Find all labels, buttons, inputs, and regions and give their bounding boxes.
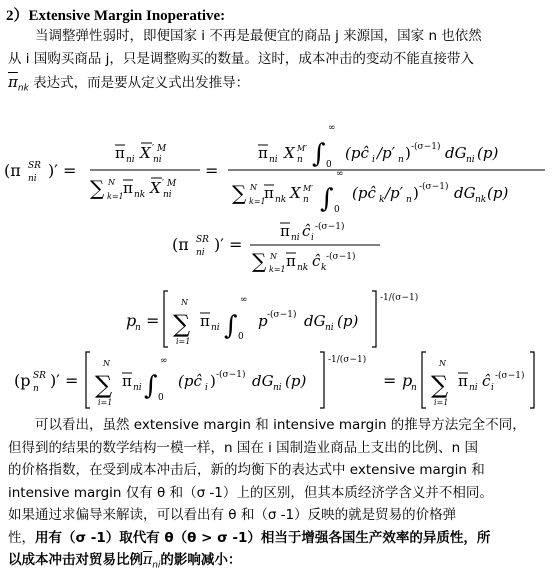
svg-text:X: X <box>284 144 295 162</box>
svg-text:π: π <box>122 372 132 390</box>
svg-text:/p′: /p′ <box>377 144 396 162</box>
svg-text:∑: ∑ <box>95 371 113 399</box>
svg-text:nk: nk <box>475 195 487 205</box>
svg-text:nk: nk <box>297 263 309 273</box>
svg-text:∑: ∑ <box>90 176 105 200</box>
svg-text:)′ =: )′ = <box>214 235 243 254</box>
svg-text:n: n <box>406 195 412 205</box>
svg-text:dG: dG <box>454 184 476 202</box>
svg-text:ni: ni <box>196 248 205 258</box>
svg-text:′: ′ <box>162 179 165 189</box>
svg-text:): ) <box>210 372 216 390</box>
svg-text:n: n <box>303 195 309 205</box>
svg-text:(p): (p) <box>477 144 499 162</box>
svg-text:π: π <box>115 144 125 162</box>
equation-2 <box>172 221 380 274</box>
svg-text:n: n <box>297 155 303 165</box>
intro-line-1: 当调整弹性弱时，即便国家 i 不再是最便宜的商品 j 来源国，国家 n 也依然 <box>35 28 482 44</box>
svg-text:-(σ−1): -(σ−1) <box>419 182 449 192</box>
svg-text:-(σ−1): -(σ−1) <box>411 142 441 152</box>
svg-text:=: = <box>205 161 219 180</box>
svg-text:(pĉ: (pĉ <box>178 372 202 390</box>
svg-text:-1/(σ−1): -1/(σ−1) <box>328 355 367 365</box>
svg-text:ni: ni <box>163 190 172 200</box>
svg-text:ĉ: ĉ <box>312 252 321 270</box>
svg-text:/p′: /p′ <box>385 184 404 202</box>
svg-text:(p): (p) <box>285 372 307 390</box>
svg-text:dG: dG <box>252 372 274 390</box>
svg-text:): ) <box>413 184 419 202</box>
svg-text:ni: ni <box>291 233 300 243</box>
svg-text:n: n <box>135 323 141 333</box>
equation-1 <box>4 123 545 215</box>
svg-text:i=1: i=1 <box>176 337 191 346</box>
svg-text:ni: ni <box>211 323 220 333</box>
intro-line-2: 从 i 国购买商品 j，只是调整购买的数量。这时，成本冲击的变动不能直接带入 <box>8 50 474 67</box>
svg-text:∫: ∫ <box>144 371 158 401</box>
conclusion-line-5: 如果通过求偏导来解读，可以看出有 θ 和（σ -1）反映的就是贸易的价格弹 <box>8 507 457 523</box>
svg-text:=: = <box>383 371 397 390</box>
svg-text:π: π <box>123 179 133 197</box>
svg-text:nk: nk <box>134 190 146 200</box>
svg-text:∫: ∫ <box>312 139 326 169</box>
svg-text:k=1: k=1 <box>107 192 124 201</box>
svg-text:i: i <box>311 233 314 243</box>
svg-text:N: N <box>270 252 277 261</box>
svg-text:i=1: i=1 <box>98 398 113 407</box>
conclusion-line-6b: 用有（σ -1）取代有 θ（θ > σ -1）相当于增强各国生产效率的异质性，所 <box>35 529 491 546</box>
svg-text:)′ =: )′ = <box>48 161 77 180</box>
svg-text:n: n <box>33 384 39 394</box>
svg-text:p: p <box>258 312 268 330</box>
svg-text:∫: ∫ <box>224 311 238 341</box>
conclusion-line-4: intensive margin 仅有 θ 和（σ -1）上的区别，但其本质经济学含义并不相同。 <box>8 484 493 501</box>
svg-text:X: X <box>140 144 151 162</box>
svg-text:p: p <box>126 311 137 330</box>
svg-text:∫: ∫ <box>320 184 334 214</box>
svg-text:SR: SR <box>33 371 46 381</box>
svg-text:0: 0 <box>158 393 164 403</box>
svg-text:k: k <box>379 195 385 205</box>
svg-text:dG: dG <box>445 144 467 162</box>
svg-text:N: N <box>250 183 257 192</box>
svg-text:ni: ni <box>153 155 162 165</box>
svg-text:M′: M′ <box>297 144 308 153</box>
svg-text:∑: ∑ <box>252 249 267 273</box>
svg-text:(π: (π <box>4 161 21 180</box>
svg-text:SR: SR <box>28 161 41 171</box>
pi-ni-symbol: $\overline{\pi}$ <box>143 552 153 568</box>
svg-text:i=1: i=1 <box>434 398 449 407</box>
svg-text:∑: ∑ <box>173 310 191 338</box>
svg-text:π: π <box>458 372 468 390</box>
svg-text:ni: ni <box>133 383 142 393</box>
svg-text:ni: ni <box>469 383 478 393</box>
svg-text:∞: ∞ <box>240 295 248 305</box>
svg-text:M: M <box>157 144 167 154</box>
svg-text:(p): (p) <box>337 312 359 330</box>
conclusion-line-1: 可以看出，虽然 extensive margin 和 intensive margin 的推导方法完全不同， <box>35 417 526 433</box>
svg-text:i: i <box>491 383 494 393</box>
svg-text:dG: dG <box>304 312 326 330</box>
svg-text:-(σ−1): -(σ−1) <box>216 370 246 380</box>
svg-text:M′: M′ <box>303 184 314 193</box>
svg-text:p: p <box>402 371 413 390</box>
conclusion-paragraph <box>8 414 552 577</box>
svg-text:∑: ∑ <box>232 181 247 205</box>
svg-text:M: M <box>167 179 177 189</box>
svg-text:π: π <box>200 312 210 330</box>
svg-text:∞: ∞ <box>328 123 336 133</box>
svg-text:ni: ni <box>28 174 37 184</box>
svg-text:X: X <box>150 179 161 197</box>
svg-text:(pĉ: (pĉ <box>345 144 369 162</box>
svg-text:0: 0 <box>238 332 244 342</box>
svg-text:-(σ−1): -(σ−1) <box>326 252 356 262</box>
svg-text:0: 0 <box>326 160 332 170</box>
svg-text:(p: (p <box>14 371 31 390</box>
svg-text:i: i <box>205 383 208 393</box>
svg-text:N: N <box>103 359 110 368</box>
svg-text:N: N <box>439 359 446 368</box>
svg-text:∞: ∞ <box>336 169 344 179</box>
svg-text:π: π <box>264 184 274 202</box>
svg-text:SR: SR <box>196 235 209 245</box>
conclusion-line-7a: 以成本冲击对贸易比例 <box>8 552 143 568</box>
svg-text:(π: (π <box>172 235 189 254</box>
svg-text:N: N <box>108 178 115 187</box>
intro-line-3: 表达式，而是要从定义式出发推导： <box>33 75 250 91</box>
equation-4 <box>14 352 534 408</box>
svg-text:=: = <box>146 311 160 330</box>
svg-text:-(σ−1): -(σ−1) <box>315 222 345 232</box>
svg-text:ni: ni <box>126 155 135 165</box>
svg-text:)′ =: )′ = <box>50 371 79 390</box>
svg-text:∞: ∞ <box>160 356 168 366</box>
svg-text:π: π <box>280 222 290 240</box>
svg-text:(pĉ: (pĉ <box>352 184 376 202</box>
conclusion-line-2: 但得到的结果的数学结构一模一样，n 国在 i 国制造业商品上支出的比例、n 国 <box>8 439 479 456</box>
svg-text:k=1: k=1 <box>249 197 266 206</box>
svg-text:0: 0 <box>334 205 340 215</box>
pi-ni-subscript: ni <box>152 560 161 571</box>
svg-text:π: π <box>258 144 268 162</box>
intro-paragraph <box>8 25 552 100</box>
section-heading: 2）Extensive Margin Inoperative: <box>6 8 226 24</box>
svg-text:n: n <box>398 155 404 165</box>
svg-text:): ) <box>405 144 411 162</box>
svg-text:′: ′ <box>152 144 155 154</box>
svg-text:nk: nk <box>275 195 287 205</box>
svg-text:ĉ: ĉ <box>482 372 491 390</box>
svg-text:ni: ni <box>325 323 334 333</box>
svg-text:-(σ−1): -(σ−1) <box>267 310 297 320</box>
conclusion-line-3: 的价格指数，在受到成本冲击后，新的均衡下的表达式中 extensive margin 和 <box>8 462 485 478</box>
svg-text:X: X <box>290 184 301 202</box>
svg-text:-1/(σ−1): -1/(σ−1) <box>380 293 419 303</box>
svg-text:k=1: k=1 <box>269 265 286 274</box>
conclusion-line-7b: 的影响减小： <box>160 552 242 568</box>
svg-text:ni: ni <box>269 155 278 165</box>
svg-text:∑: ∑ <box>431 371 449 399</box>
svg-text:i: i <box>372 155 375 165</box>
svg-text:N: N <box>181 298 188 307</box>
equation-3 <box>126 291 418 347</box>
pi-symbol: $\overline{\pi}$ <box>8 73 18 91</box>
svg-text:k: k <box>321 263 327 273</box>
svg-text:ĉ: ĉ <box>302 222 311 240</box>
svg-text:-(σ−1): -(σ−1) <box>495 371 525 381</box>
svg-text:(p): (p) <box>487 184 509 202</box>
svg-text:n: n <box>411 383 417 393</box>
svg-text:ni: ni <box>273 383 282 393</box>
pi-subscript: nk <box>17 83 29 94</box>
conclusion-line-6a: 性， <box>8 529 35 546</box>
svg-text:ni: ni <box>466 155 475 165</box>
svg-text:π: π <box>286 252 296 270</box>
